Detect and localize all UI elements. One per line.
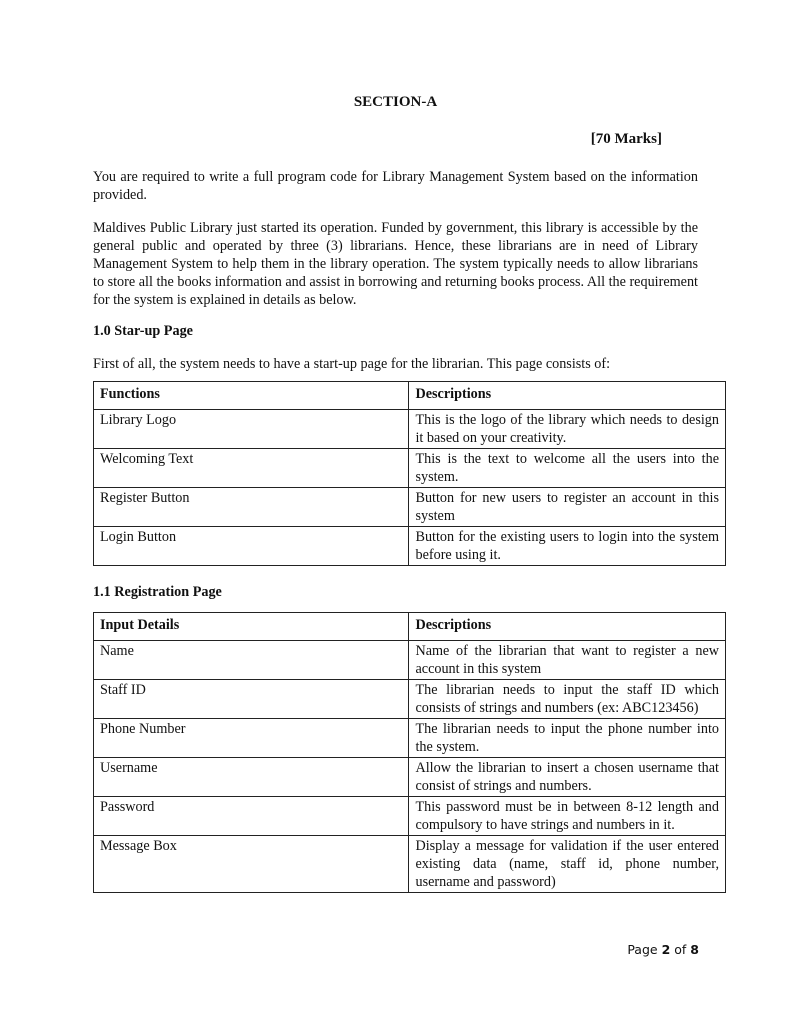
section-title: SECTION-A (353, 94, 438, 110)
table-row (94, 836, 726, 893)
context-paragraph: Maldives Public Library just started its operation. Funded by government, this library is accessible by the general public and operated by three (3) librarians. Hence, these librarians are in need of Library Management System to help them in the library operation. The system typically needs to allow librarians to store all the books information and assist in borrowing and returning books process. All the requirement for the system is explained in details as below. (93, 220, 698, 308)
row-description: This password must be in between 8-12 length and compulsory to have strings and numbers in it. (409, 797, 726, 836)
row-name: Staff ID (94, 680, 409, 719)
table-row (94, 410, 726, 449)
table-header-row (94, 613, 726, 641)
intro-paragraph: You are required to write a full program code for Library Management System based on the information provided. (93, 169, 698, 203)
startup-heading: 1.0 Star-up Page (93, 323, 193, 339)
row-name: Welcoming Text (94, 449, 409, 488)
row-name: Username (94, 758, 409, 797)
table-row (94, 488, 726, 527)
row-description: Button for the existing users to login into the system before using it. (409, 527, 726, 566)
startup-functions-table (93, 381, 726, 566)
column-header: Input Details (94, 613, 409, 641)
table-row (94, 797, 726, 836)
row-name: Register Button (94, 488, 409, 527)
row-name: Library Logo (94, 410, 409, 449)
table-row (94, 680, 726, 719)
row-description: The librarian needs to input the staff ID which consists of strings and numbers (ex: ABC123456) (409, 680, 726, 719)
column-header: Descriptions (409, 613, 726, 641)
table-row (94, 719, 726, 758)
table-row (94, 449, 726, 488)
row-name: Name (94, 641, 409, 680)
page-total: 8 (690, 942, 699, 957)
table-row (94, 527, 726, 566)
row-name: Phone Number (94, 719, 409, 758)
of-word: of (674, 942, 687, 957)
page-footer (627, 942, 699, 957)
page-word: Page (627, 942, 658, 957)
row-description: The librarian needs to input the phone number into the system. (409, 719, 726, 758)
row-description: This is the text to welcome all the users into the system. (409, 449, 726, 488)
row-description: Button for new users to register an account in this system (409, 488, 726, 527)
registration-inputs-table (93, 612, 726, 893)
marks-label: [70 Marks] (590, 131, 662, 147)
row-description: Name of the librarian that want to register a new account in this system (409, 641, 726, 680)
registration-heading: 1.1 Registration Page (93, 584, 222, 600)
row-description: Allow the librarian to insert a chosen username that consist of strings and numbers. (409, 758, 726, 797)
column-header: Functions (94, 382, 409, 410)
row-description: Display a message for validation if the user entered existing data (name, staff id, phone number, username and password) (409, 836, 726, 893)
row-name: Message Box (94, 836, 409, 893)
row-name: Password (94, 797, 409, 836)
table-header-row (94, 382, 726, 410)
row-description: This is the logo of the library which needs to design it based on your creativity. (409, 410, 726, 449)
page-number: 2 (661, 942, 671, 957)
row-name: Login Button (94, 527, 409, 566)
startup-intro: First of all, the system needs to have a start-up page for the librarian. This page consists of: (93, 356, 611, 372)
column-header: Descriptions (409, 382, 726, 410)
table-row (94, 758, 726, 797)
table-row (94, 641, 726, 680)
